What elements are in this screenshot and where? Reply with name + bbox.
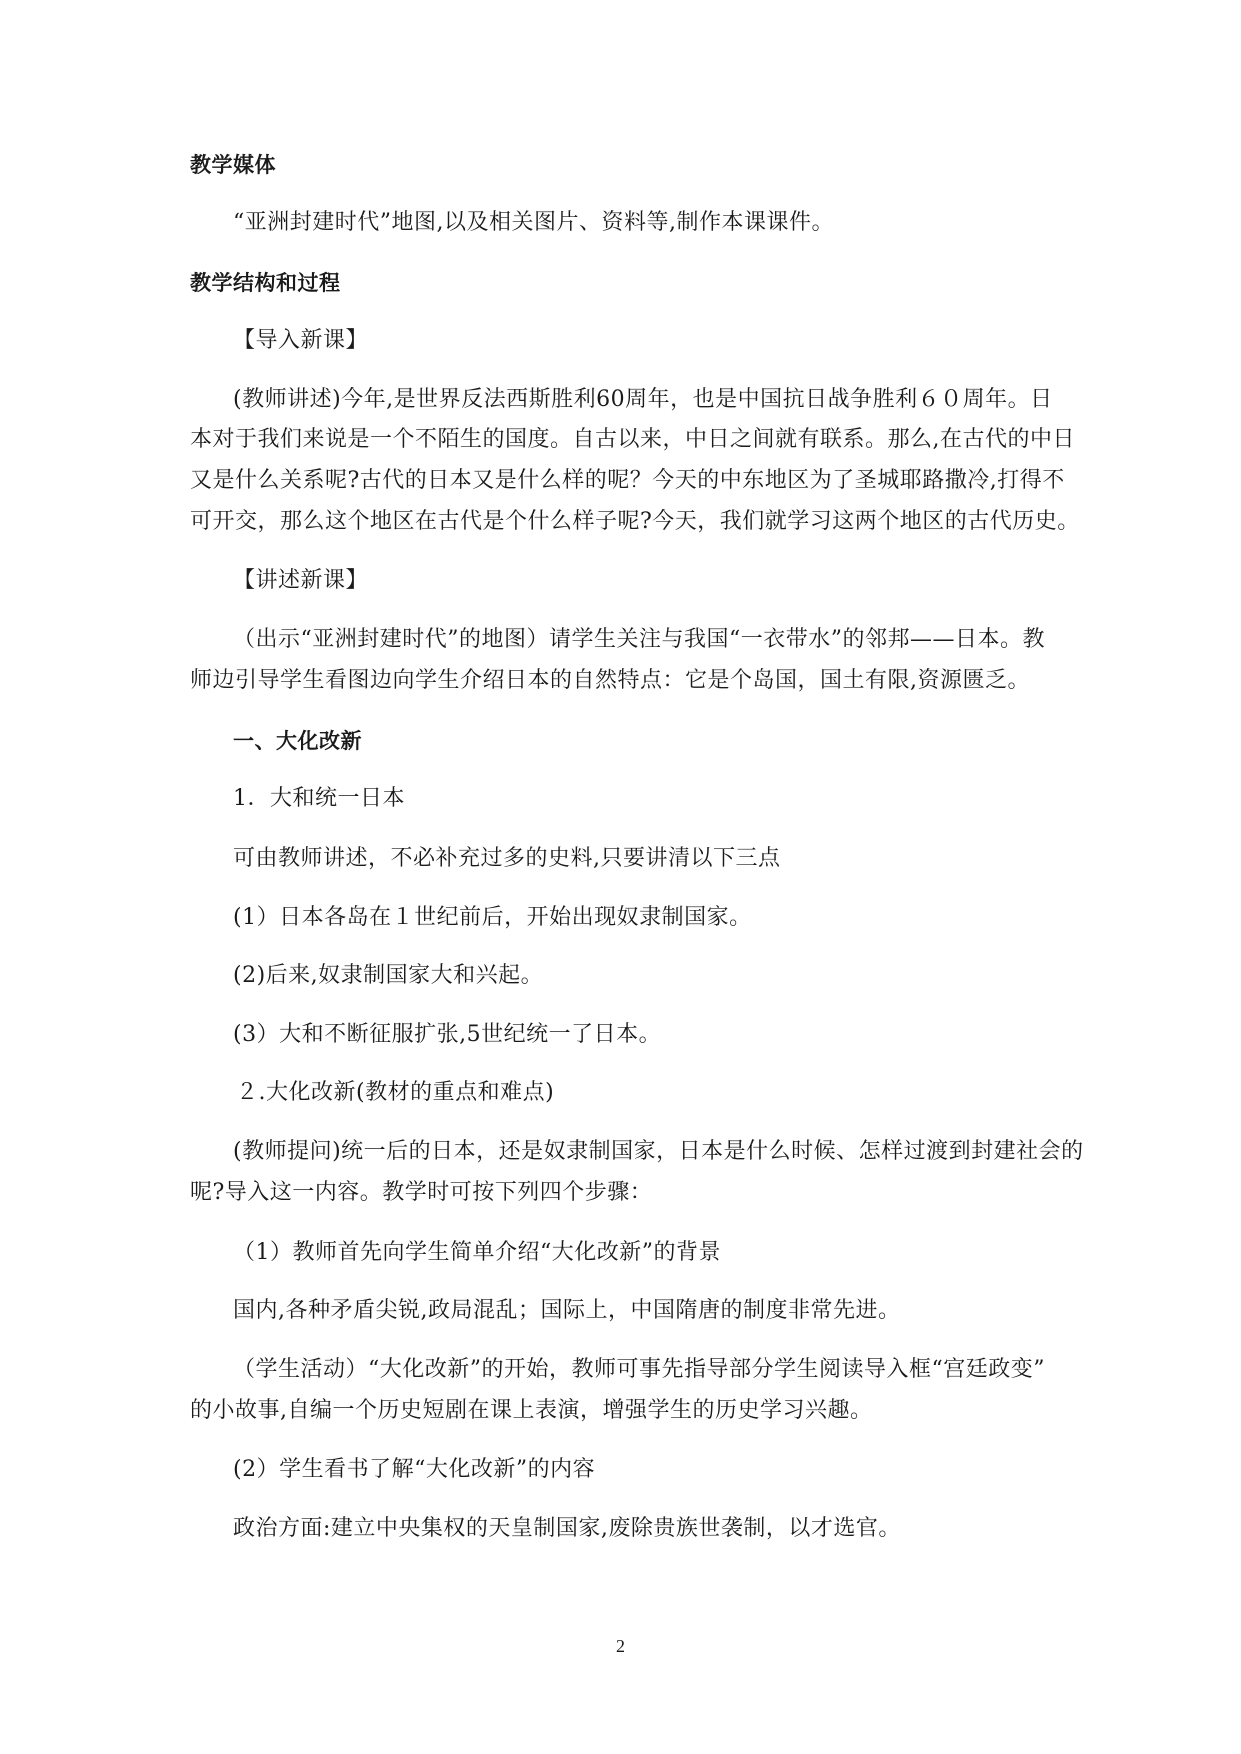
list-item: (1）日本各岛在１世纪前后，开始出现奴隶制国家。 (233, 905, 752, 930)
list-item: (3）大和不断征服扩张,5世纪统一了日本。 (233, 1022, 662, 1047)
map-line: 师边引导学生看图边向学生介绍日本的自然特点：它是个岛国，国土有限,资源匮乏。 (190, 668, 1030, 693)
step-title: (2）学生看书了解“大化改新”的内容 (233, 1457, 596, 1482)
activity-line: （学生活动）“大化改新”的开始，教师可事先指导部分学生阅读导入框“宫廷政变” (233, 1357, 1045, 1382)
heading-taika-reform: 一、大化改新 (233, 729, 362, 753)
media-text: “亚洲封建时代”地图,以及相关图片、资料等,制作本课课件。 (233, 210, 834, 235)
step-detail: 国内,各种矛盾尖锐,政局混乱；国际上，中国隋唐的制度非常先进。 (233, 1298, 901, 1323)
page-number: 2 (616, 1636, 625, 1656)
section-new-label: 【讲述新课】 (233, 568, 369, 593)
intro-line: 可开交，那么这个地区在古代是个什么样子呢?今天，我们就学习这两个地区的古代历史。 (190, 509, 1080, 534)
step-detail: 政治方面:建立中央集权的天皇制国家,废除贵族世袭制，以才选官。 (233, 1516, 901, 1541)
subsection-title: ２.大化改新(教材的重点和难点) (236, 1080, 555, 1105)
intro-line: (教师讲述)今年,是世界反法西斯胜利60周年，也是中国抗日战争胜利６０周年。日 (233, 387, 1053, 412)
heading-teaching-structure: 教学结构和过程 (190, 271, 341, 295)
step-title: （1）教师首先向学生简单介绍“大化改新”的背景 (233, 1240, 721, 1265)
activity-line: 的小故事,自编一个历史短剧在课上表演，增强学生的历史学习兴趣。 (190, 1398, 873, 1423)
heading-teaching-media: 教学媒体 (190, 153, 276, 177)
list-item: (2)后来,奴隶制国家大和兴起。 (233, 963, 544, 988)
subsection-title: 1．大和统一日本 (233, 786, 405, 811)
question-line: (教师提问)统一后的日本，还是奴隶制国家，日本是什么时候、怎样过渡到封建社会的 (233, 1139, 1084, 1164)
intro-line: 又是什么关系呢?古代的日本又是什么样的呢？今天的中东地区为了圣城耶路撒冷,打得不 (190, 468, 1065, 493)
section-intro-label: 【导入新课】 (233, 328, 369, 353)
intro-line: 本对于我们来说是一个不陌生的国度。自古以来，中日之间就有联系。那么,在古代的中日 (190, 427, 1075, 452)
subsection-intro: 可由教师讲述，不必补充过多的史料,只要讲清以下三点 (233, 846, 781, 871)
map-line: （出示“亚洲封建时代”的地图）请学生关注与我国“一衣带水”的邻邦——日本。教 (233, 627, 1045, 652)
question-line: 呢?导入这一内容。教学时可按下列四个步骤： (190, 1180, 653, 1205)
